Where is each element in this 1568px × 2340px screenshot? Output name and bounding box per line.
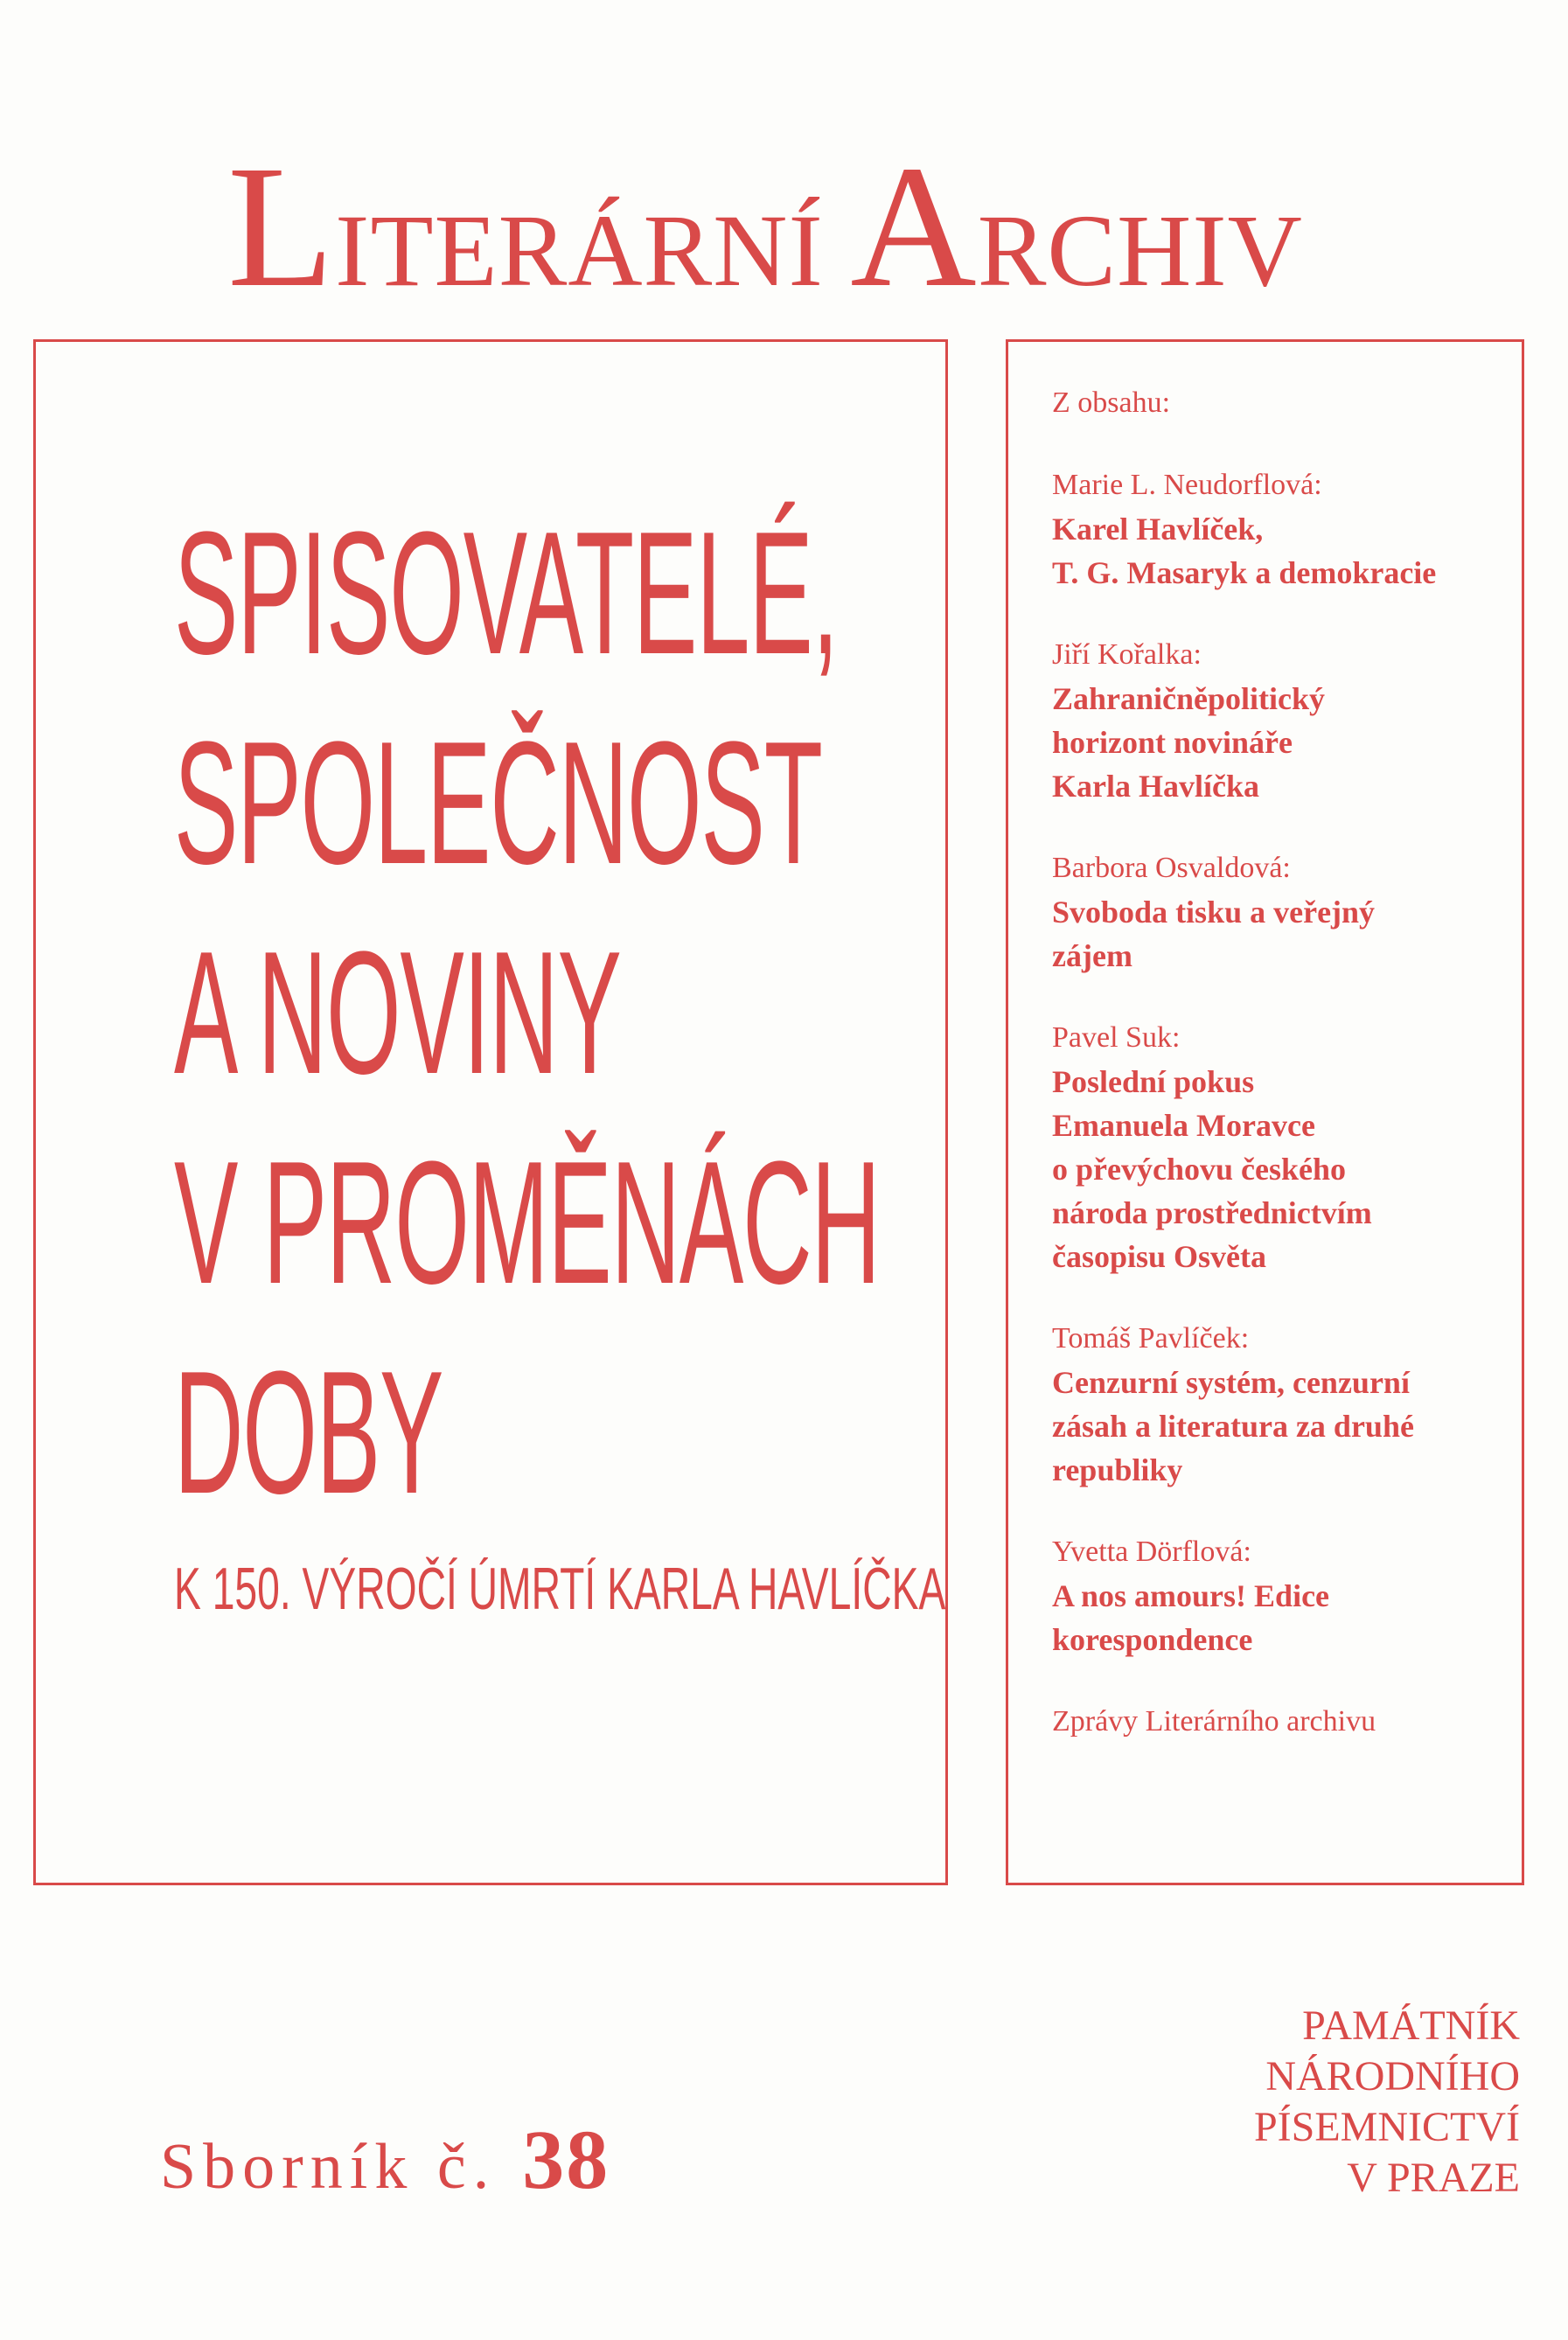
- contents-entry: [1052, 1530, 1516, 1661]
- masthead-rest-1: ITERÁRNÍ: [335, 193, 824, 308]
- publisher-line: PAMÁTNÍK: [1302, 2002, 1520, 2049]
- headline-line: SPOLEČNOST: [174, 706, 822, 901]
- publisher-block: [1254, 2001, 1520, 2204]
- entry-title-line: korespondence: [1052, 1622, 1253, 1657]
- entry-title-line: horizont novináře: [1052, 725, 1293, 760]
- entry-title-line: Poslední pokus: [1052, 1064, 1255, 1099]
- headline-line: A NOVINY: [174, 916, 621, 1111]
- contents-entry: [1052, 1016, 1516, 1278]
- entry-title-line: Karel Havlíček,: [1052, 512, 1264, 547]
- contents-frame: [1006, 339, 1524, 1885]
- contents-list: [1052, 381, 1516, 1744]
- entry-title-line: národa prostřednictvím: [1052, 1195, 1372, 1230]
- headline-frame: [33, 339, 948, 1885]
- entry-author: Yvetta Dörflová:: [1052, 1536, 1251, 1568]
- entry-title-line: Zahraničněpolitický: [1052, 681, 1326, 716]
- entry-title: [1052, 1361, 1516, 1492]
- publisher-line: V PRAZE: [1347, 2155, 1520, 2201]
- masthead-initial-l: L: [227, 130, 336, 324]
- entry-author: Pavel Suk:: [1052, 1021, 1181, 1054]
- publisher-line: NÁRODNÍHO: [1265, 2053, 1520, 2100]
- entry-title-line: republiky: [1052, 1452, 1183, 1487]
- masthead-initial-a: A: [850, 130, 978, 324]
- volume-label: [160, 2113, 610, 2211]
- entry-title-line: zájem: [1052, 938, 1132, 973]
- volume-label-text: Sborník č.: [160, 2131, 497, 2203]
- masthead-title: [227, 130, 1530, 338]
- entry-author: Tomáš Pavlíček:: [1052, 1322, 1250, 1355]
- publisher-line: PÍSEMNICTVÍ: [1253, 2104, 1520, 2150]
- anniversary-subtitle: K 150. VÝROČÍ ÚMRTÍ KARLA HAVLÍČKA: [174, 1556, 946, 1622]
- masthead-rest-2: RCHIV: [977, 193, 1303, 308]
- entry-title-line: Cenzurní systém, cenzurní: [1052, 1365, 1410, 1400]
- entry-title-line: T. G. Masaryk a demokracie: [1052, 555, 1437, 590]
- contents-entry: [1052, 463, 1516, 595]
- contents-entry: [1052, 846, 1516, 978]
- entry-title: [1052, 1574, 1516, 1661]
- contents-label: Z obsahu:: [1052, 387, 1171, 419]
- entry-title: [1052, 890, 1516, 978]
- entry-title-line: o převýchovu českého: [1052, 1152, 1346, 1187]
- entry-title-line: časopisu Osvěta: [1052, 1239, 1267, 1274]
- headline-line: DOBY: [174, 1335, 443, 1530]
- entry-author: Barbora Osvaldová:: [1052, 852, 1291, 884]
- entry-title-line: zásah a literatura za druhé: [1052, 1409, 1414, 1444]
- headline-line: SPISOVATELÉ,: [174, 496, 839, 691]
- contents-entry: [1052, 633, 1516, 808]
- entry-title: [1052, 1060, 1516, 1278]
- entry-title: [1052, 677, 1516, 808]
- entry-title-line: Karla Havlíčka: [1052, 769, 1259, 804]
- entry-title-line: A nos amours! Edice: [1052, 1578, 1330, 1613]
- entry-author: Jiří Kořalka:: [1052, 638, 1202, 671]
- entry-title: [1052, 507, 1516, 595]
- contents-entry: [1052, 1317, 1516, 1492]
- headline-line: V PROMĚNÁCH: [174, 1125, 880, 1320]
- headline: [174, 489, 880, 1538]
- volume-number: 38: [522, 2113, 610, 2206]
- contents-footer-note: Zprávy Literárního archivu: [1052, 1705, 1376, 1738]
- entry-title-line: Svoboda tisku a veřejný: [1052, 895, 1376, 930]
- entry-author: Marie L. Neudorflová:: [1052, 469, 1322, 501]
- entry-title-line: Emanuela Moravce: [1052, 1108, 1315, 1143]
